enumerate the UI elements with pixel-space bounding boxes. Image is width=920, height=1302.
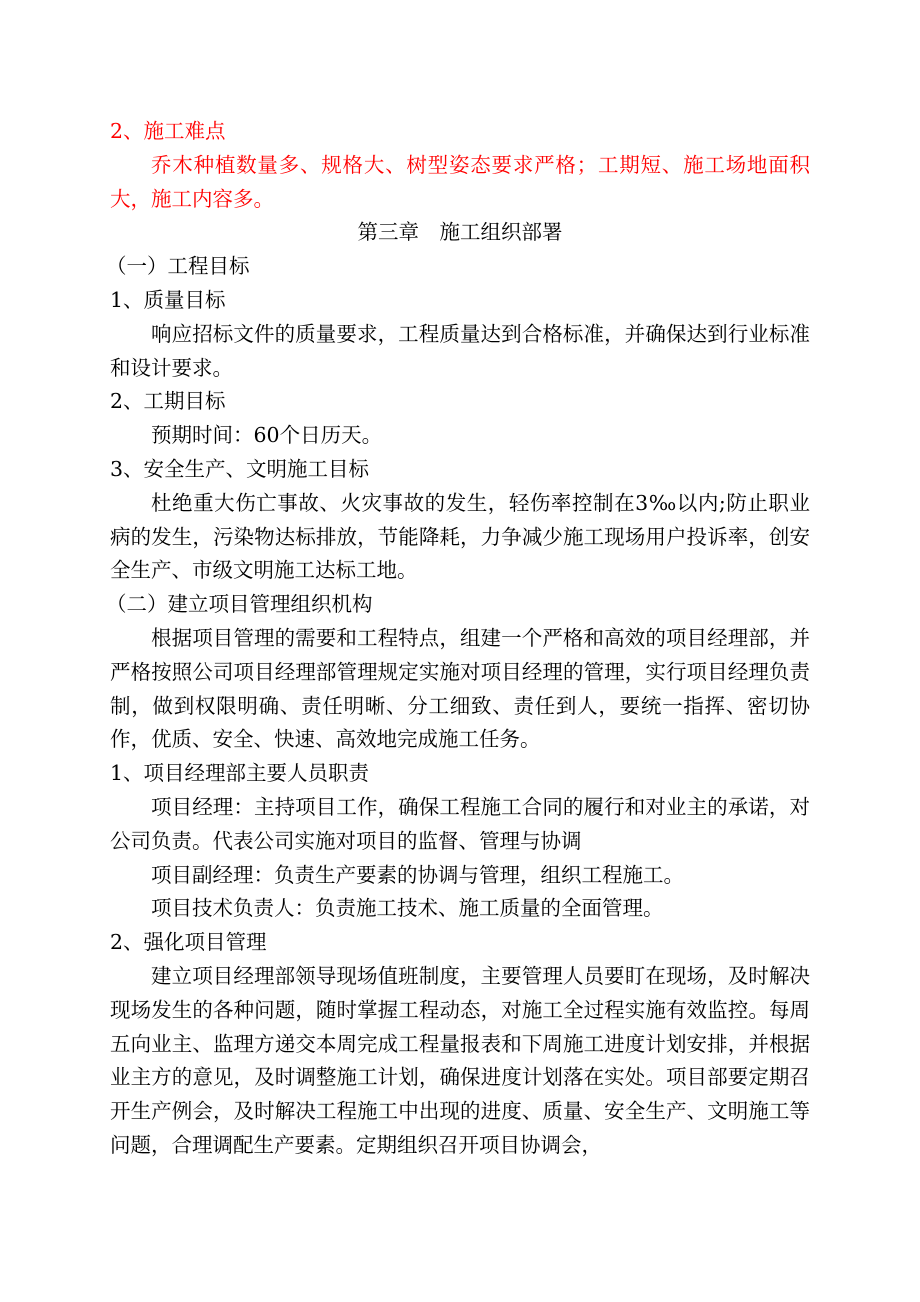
- duties-heading: 1、项目经理部主要人员职责: [110, 761, 370, 786]
- schedule-heading: 2、工期目标: [110, 389, 226, 414]
- schedule-text: 预期时间：60个日历天。: [151, 423, 383, 448]
- tech-duty-text: 项目技术负责人：负责施工技术、施工质量的全面管理。: [151, 896, 664, 921]
- difficulty-heading: 2、施工难点: [110, 119, 226, 143]
- manager-duty-text: 项目经理：主持项目工作，确保工程施工合同的履行和对业主的承诺，对公司负责。代表公司实施对项目的监督、管理与协调: [110, 794, 810, 853]
- strengthen-heading: 2、强化项目管理: [110, 930, 267, 955]
- org-intro-text: 根据项目管理的需要和工程特点，组建一个严格和高效的项目经理部，并严格按照公司项目经理部管理规定实施对项目经理的管理，实行项目经理负责制，做到权限明确、责任明晰、分工细致、责任到人，要统一指挥、密切协作，优质、安全、快速、高效地完成施工任务。: [110, 625, 810, 752]
- safety-text: 杜绝重大伤亡事故、火灾事故的发生，轻伤率控制在3‰以内;防止职业病的发生，污染物达标排放，节能降耗，力争减少施工现场用户投诉率，创安全生产、市级文明施工达标工地。: [110, 490, 810, 583]
- safety-heading: 3、安全生产、文明施工目标: [110, 456, 370, 481]
- section1-heading: （一）工程目标: [106, 254, 250, 279]
- section2-heading: （二）建立项目管理组织机构: [106, 592, 373, 617]
- quality-heading: 1、质量目标: [110, 287, 226, 312]
- deputy-duty-text: 项目副经理：负责生产要素的协调与管理，组织工程施工。: [151, 862, 684, 887]
- strengthen-text: 建立项目经理部领导现场值班制度，主要管理人员要盯在现场，及时解决现场发生的各种问题，随时掌握工程动态，对施工全过程实施有效监控。每周五向业主、监理方递交本周完成工程量报表和下周施工进度计划安排，并根据业主方的意见，及时调整施工计划，确保进度计划落在实处。项目部要定期召开生产例会，及时解决工程施工中出现的进度、质量、安全生产、文明施工等问题，合理调配生产要素。定期组织召开项目协调会，: [110, 963, 810, 1157]
- quality-text: 响应招标文件的质量要求，工程质量达到合格标准，并确保达到行业标准和设计要求。: [110, 321, 810, 380]
- chapter-title: 第三章 施工组织部署: [357, 220, 563, 245]
- difficulty-text: 乔木种植数量多、规格大、树型姿态要求严格；工期短、施工场地面积大，施工内容多。: [110, 152, 810, 211]
